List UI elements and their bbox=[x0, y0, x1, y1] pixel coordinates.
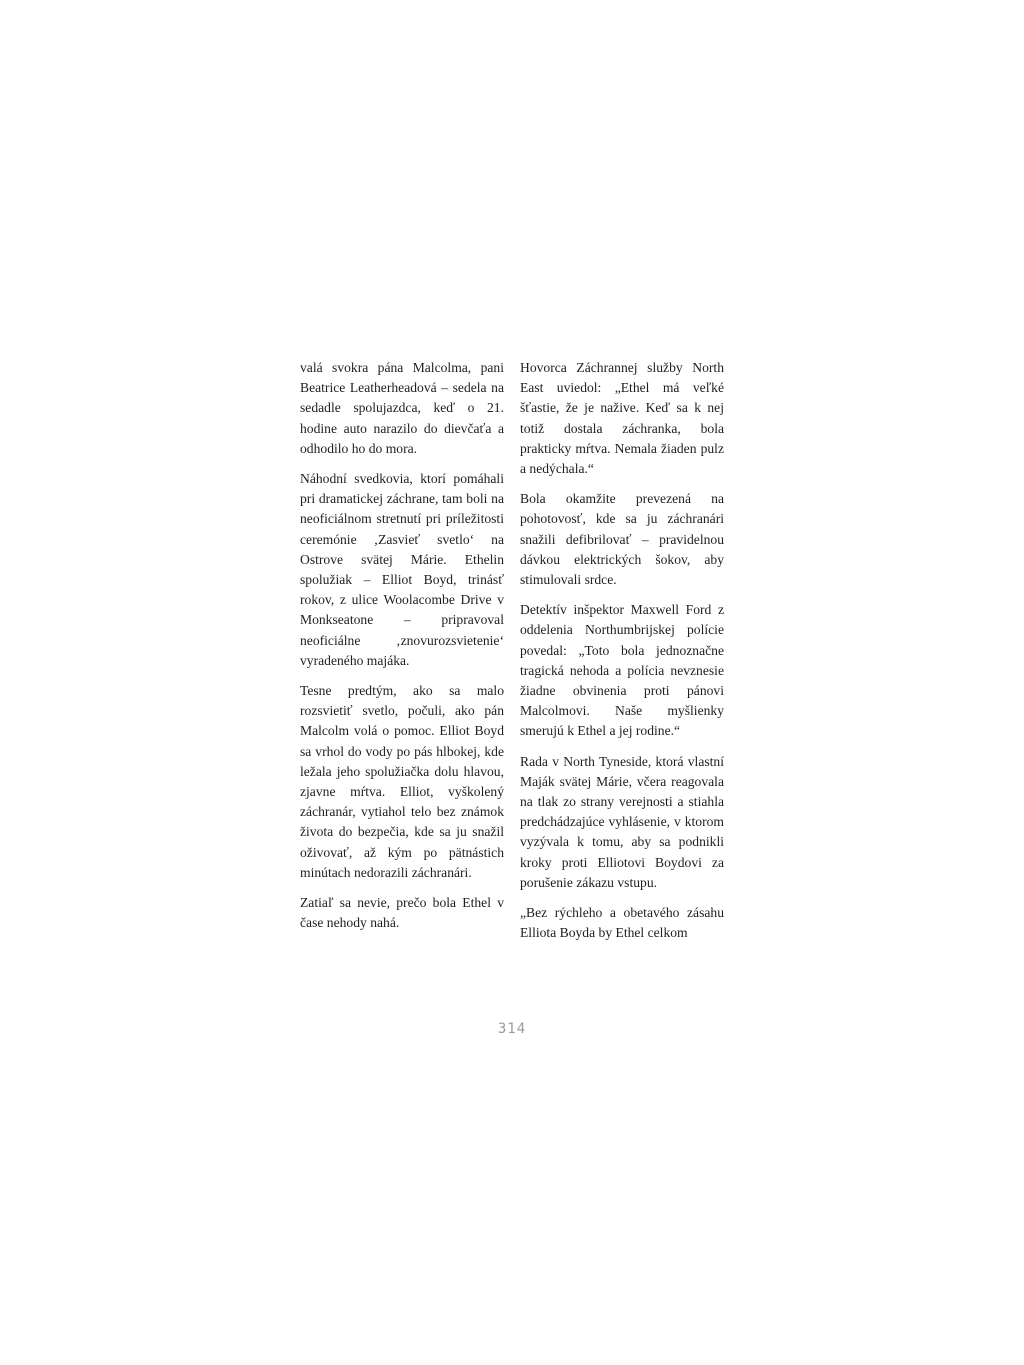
paragraph: Detektív inšpektor Maxwell Ford z oddelenia Northumbrijskej polície povedal: „Toto bola jednoznačne tragická nehoda a polícia nevznesie žiadne obvinenia proti pánovi Malcolmovi. Naše myšlienky smerujú k Ethel a jej rodine.“ bbox=[520, 602, 724, 739]
right-text-column bbox=[520, 358, 724, 953]
paragraph: Rada v North Tyneside, ktorá vlastní Maják svätej Márie, včera reagovala na tlak zo strany verejnosti a stiahla predchádzajúce vyhlásenie, v ktorom vyzývala k tomu, aby sa podnikli kroky proti Elliotovi Boydovi za porušenie zákazu vstupu. bbox=[520, 753, 724, 890]
paragraph: valá svokra pána Malcolma, pani Beatrice Leatherheadová – sedela na sedadle spolujazdca, keď o 21. hodine auto narazilo do dievčaťa a odhodilo ho do mora. bbox=[300, 360, 504, 456]
left-text-column bbox=[300, 358, 504, 943]
paragraph: Hovorca Záchrannej služby North East uviedol: „Ethel má veľké šťastie, že je nažive. Keď sa k nej totiž dostala záchranka, bola prakticky mŕtva. Nemala žiaden pulz a nedýchala.“ bbox=[520, 360, 724, 477]
paragraph: Zatiaľ sa nevie, prečo bola Ethel v čase nehody nahá. bbox=[300, 895, 504, 931]
paragraph: Tesne predtým, ako sa malo rozsvietiť svetlo, počuli, ako pán Malcolm volá o pomoc. Elliot Boyd sa vrhol do vody po pás hlbokej, kde ležala jeho spolužiačka dolu hlavou, zjavne mŕtva. Elliot, vyškolený záchranár, vytiahol telo bez známok života do bezpečia, kde sa ju snažil oživovať, až kým po pätnástich minútach nedorazili záchranári. bbox=[300, 683, 504, 880]
paragraph: „Bez rýchleho a obetavého zásahu Elliota Boyda by Ethel celkom bbox=[520, 905, 724, 941]
paragraph: Bola okamžite prevezená na pohotovosť, kde sa ju záchranári snažili defibrilovať – pravidelnou dávkou elektrických šokov, aby stimulovali srdce. bbox=[520, 491, 724, 588]
page-number: 314 bbox=[497, 1021, 527, 1037]
paragraph: Náhodní svedkovia, ktorí pomáhali pri dramatickej záchrane, tam boli na neoficiálnom stretnutí pri príležitosti ceremónie ‚Zasvieť svetlo‘ na Ostrove svätej Márie. Ethelin spolužiak – Elliot Boyd, trinásť rokov, z ulice Woolacombe Drive v Monkseatone – pripravoval neoficiálne ‚znovurozsvietenie‘ vyradeného majáka. bbox=[300, 471, 504, 668]
